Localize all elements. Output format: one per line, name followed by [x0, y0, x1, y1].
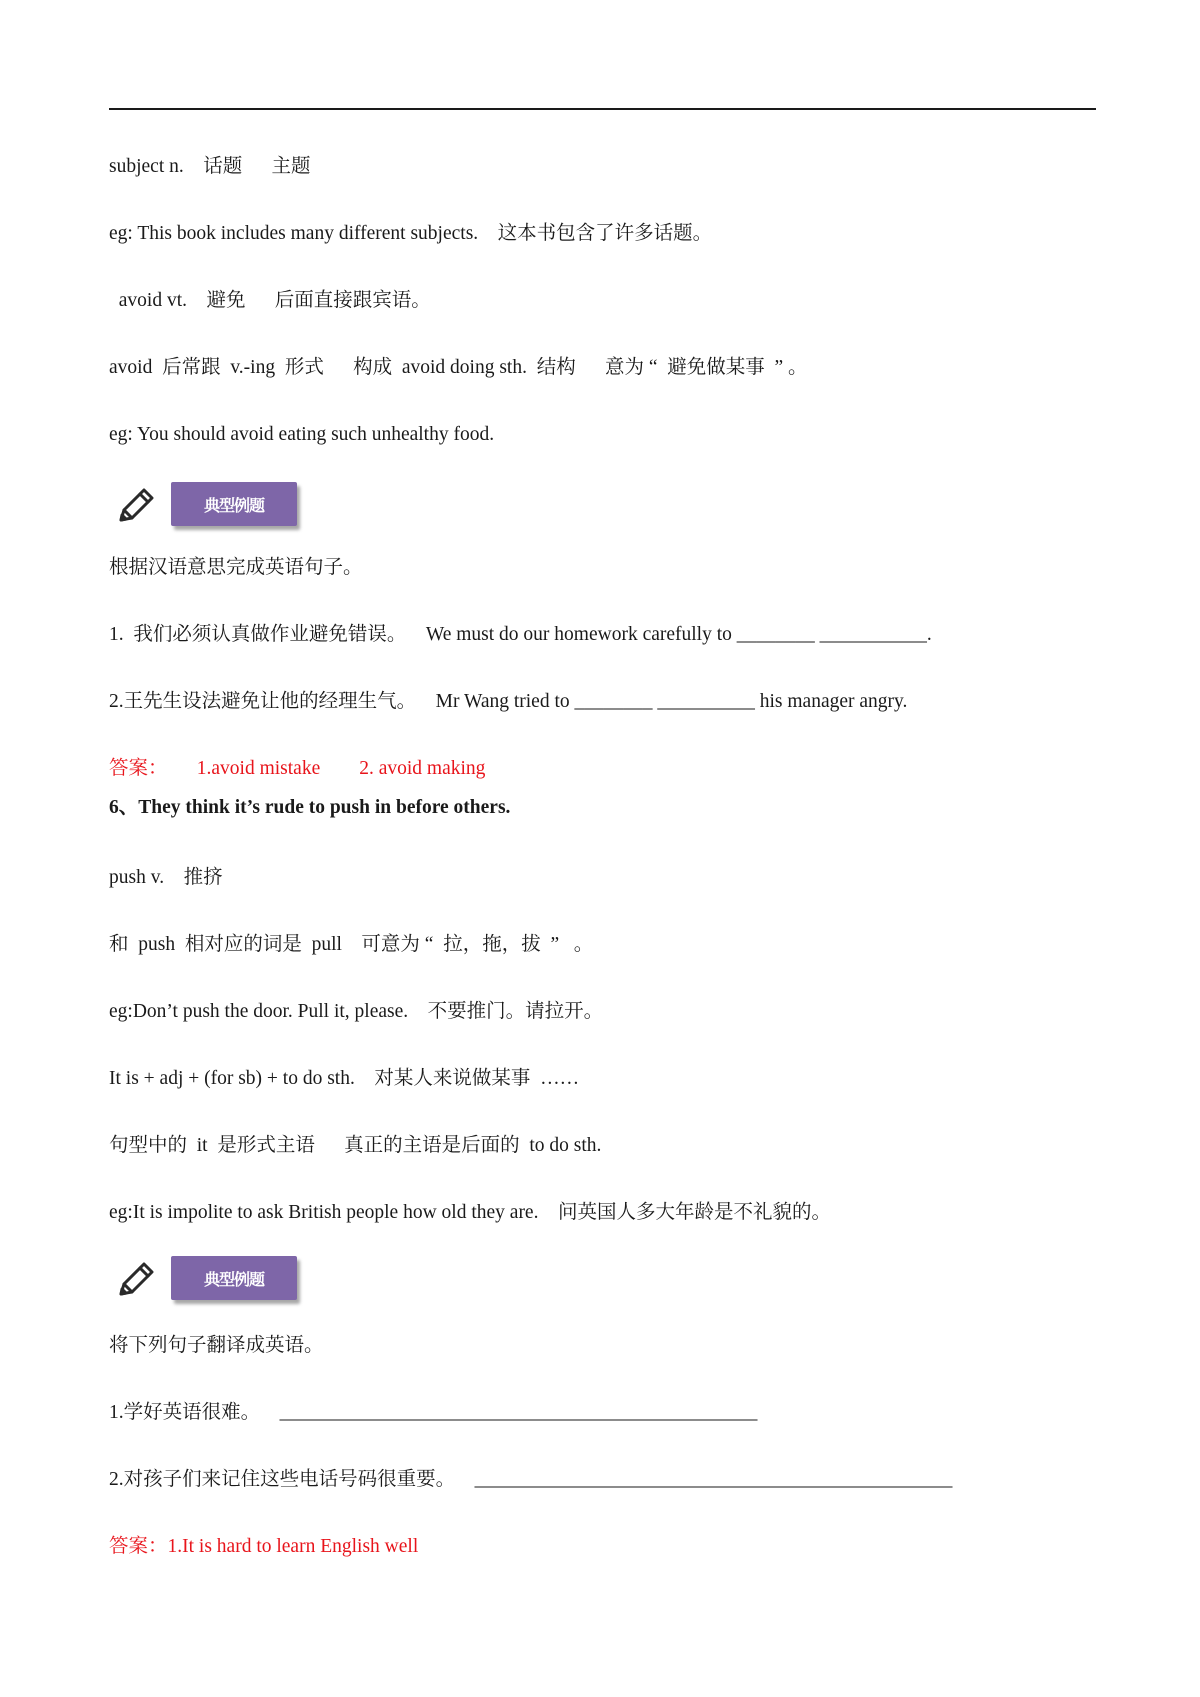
- pattern-it-is: It is + adj + (for sb) + to do sth. 对某人来说做某事 ……: [109, 1068, 580, 1089]
- example-avoid: eg: You should avoid eating such unhealthy food.: [109, 424, 495, 445]
- exercise-1-q1: 1. 我们必须认真做作业避免错误。 We must do our homework carefully to ________ ___________.: [109, 624, 932, 645]
- exercise-1-q2: 2.王先生设法避免让他的经理生气。 Mr Wang tried to ________ __________ his manager angry.: [109, 691, 908, 712]
- example-push: eg:Don’t push the door. Pull it, please. 不要推门。请拉开。: [109, 1001, 604, 1022]
- typical-example-badge-1: [113, 480, 303, 534]
- exercise-instruction-1: 根据汉语意思完成英语句子。: [109, 557, 363, 578]
- usage-push-pull: 和 push 相对应的词是 pull 可意为 “ 拉，拖，拔 ” 。: [109, 934, 594, 955]
- typical-example-label: 典型例题: [171, 482, 297, 526]
- typical-example-label: 典型例题: [171, 1256, 297, 1300]
- exercise-2-q1: 1.学好英语很难。 _________________________________________________: [109, 1402, 758, 1423]
- vocab-subject: subject n. 话题 主题: [109, 156, 311, 177]
- vocab-avoid: avoid vt. 避免 后面直接跟宾语。: [109, 290, 431, 311]
- section-heading-6: 6、They think it’s rude to push in before others.: [109, 797, 511, 818]
- usage-avoid: avoid 后常跟 v.-ing 形式 构成 avoid doing sth. 结构 意为 “ 避免做某事 ” 。: [109, 357, 808, 378]
- vocab-push: push v. 推挤: [109, 867, 223, 888]
- example-it-is: eg:It is impolite to ask British people how old they are. 问英国人多大年龄是不礼貌的。: [109, 1202, 831, 1223]
- answer-1: 答案： 1.avoid mistake 2. avoid making: [109, 758, 486, 779]
- pencil-icon: [113, 1256, 159, 1302]
- example-subject: eg: This book includes many different subjects. 这本书包含了许多话题。: [109, 223, 713, 244]
- answer-2: 答案：1.It is hard to learn English well: [109, 1536, 419, 1557]
- pencil-icon: [113, 482, 159, 528]
- header-rule: [109, 108, 1096, 110]
- exercise-2-q2: 2.对孩子们来记住这些电话号码很重要。 _________________________________________________: [109, 1469, 953, 1490]
- pattern-explanation: 句型中的 it 是形式主语 真正的主语是后面的 to do sth.: [109, 1135, 602, 1156]
- exercise-instruction-2: 将下列句子翻译成英语。: [109, 1335, 324, 1356]
- typical-example-badge-2: [113, 1254, 303, 1308]
